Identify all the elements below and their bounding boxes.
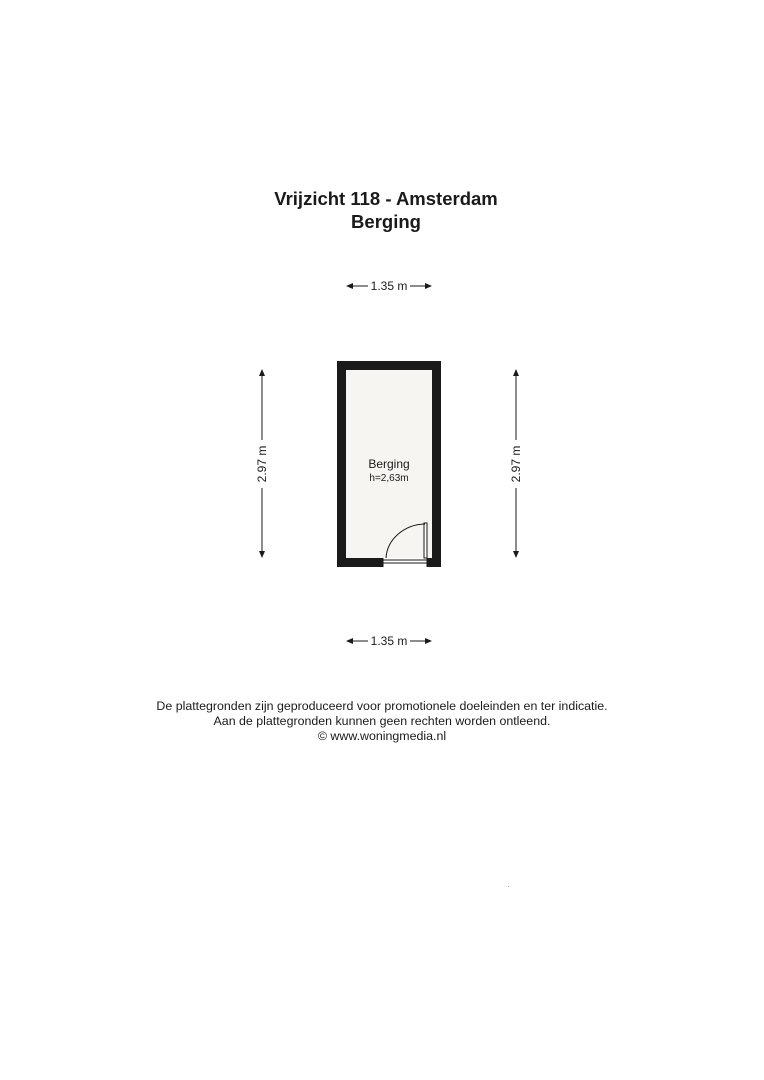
dimension-height-right (509, 369, 523, 558)
arrow-up-icon (513, 369, 519, 376)
arrow-left-icon (346, 283, 353, 289)
room-height: h=2,63m (369, 473, 409, 484)
dimension-label: 2.97 m (509, 445, 523, 483)
room-berging (337, 361, 441, 567)
door-leaf (424, 523, 427, 558)
room-name: Berging (368, 457, 410, 471)
page-subtitle: Berging (351, 211, 421, 232)
dimension-label: 2.97 m (255, 445, 269, 483)
disclaimer (0, 699, 764, 744)
arrow-down-icon (513, 551, 519, 558)
dimension-width-bottom (346, 634, 432, 648)
arrow-right-icon (425, 638, 432, 644)
dimension-label: 1.35 m (370, 634, 408, 648)
arrow-right-icon (425, 283, 432, 289)
disclaimer-line: Aan de plattegronden kunnen geen rechten worden ontleend. (213, 714, 551, 728)
dimension-height-left (255, 369, 269, 558)
arrow-left-icon (346, 638, 353, 644)
dimension-label: 1.35 m (370, 279, 408, 293)
arrow-up-icon (259, 369, 265, 376)
copyright-line: © www.woningmedia.nl (317, 729, 447, 743)
page-title: Vrijzicht 118 - Amsterdam (274, 188, 498, 209)
dimension-width-top (346, 279, 432, 293)
disclaimer-line: De plattegronden zijn geproduceerd voor promotionele doeleinden en ter indicatie. (156, 699, 608, 713)
speck (508, 886, 509, 887)
arrow-down-icon (259, 551, 265, 558)
